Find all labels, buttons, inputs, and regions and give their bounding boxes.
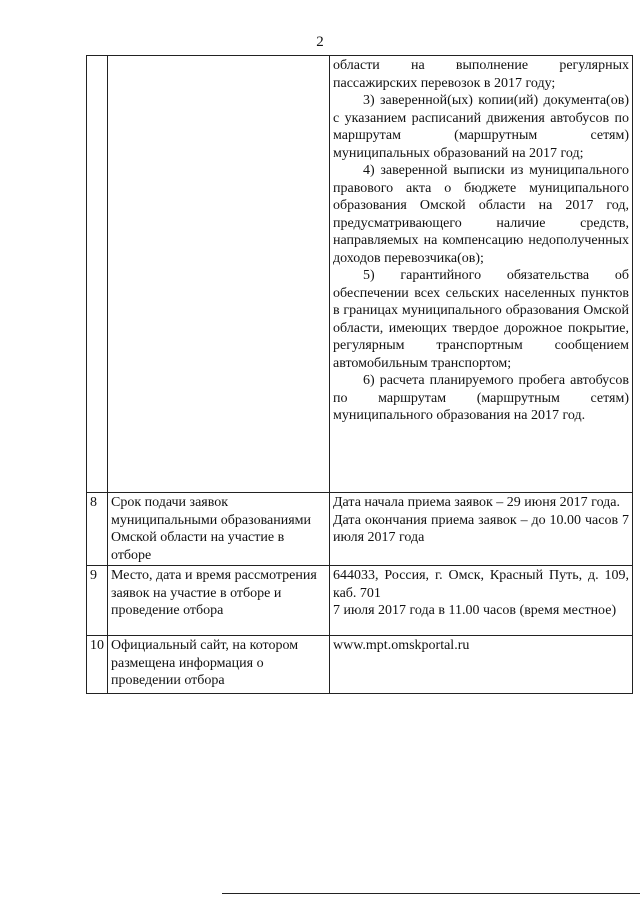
row-content-line: 644033, Россия, г. Омск, Красный Путь, д. 109, каб. 701 bbox=[333, 568, 629, 601]
row-content-cell bbox=[330, 56, 633, 493]
row-number-cell bbox=[87, 56, 108, 493]
row-number: 8 bbox=[87, 493, 108, 566]
continuation-paragraph: 3) заверенной(ых) копии(ий) документа(ов) с указанием расписаний движения автобусов по маршрутам (маршрутным сетям) муниципальных образований на 2017 год; bbox=[333, 93, 629, 161]
row-content-line: www.mpt.omskportal.ru bbox=[333, 638, 470, 653]
row-number: 9 bbox=[87, 566, 108, 636]
row-content-line: Дата окончания приема заявок – до 10.00 часов 7 июля 2017 года bbox=[333, 512, 629, 545]
row-content bbox=[330, 493, 633, 566]
table-row-continuation bbox=[87, 56, 633, 493]
document-table bbox=[86, 55, 633, 694]
table-row bbox=[87, 636, 633, 694]
table-row bbox=[87, 493, 633, 566]
row-label-cell bbox=[108, 56, 330, 493]
continuation-paragraph: 4) заверенной выписки из муниципального правового акта о бюджете муниципального образования Омской области на 2017 год, предусматривающего наличие средств, направляемых на компенсацию недополученных доходов перевозчика(ов); bbox=[333, 163, 629, 266]
row-label: Место, дата и время рассмотрения заявок на участие в отборе и проведение отбора bbox=[108, 566, 330, 636]
row-content bbox=[330, 636, 633, 694]
row-content-line: 7 июля 2017 года в 11.00 часов (время местное) bbox=[333, 603, 617, 618]
row-label: Срок подачи заявок муниципальными образованиями Омской области на участие в отборе bbox=[108, 493, 330, 566]
row-content bbox=[330, 566, 633, 636]
footer-divider bbox=[222, 893, 640, 894]
continuation-paragraph: 5) гарантийного обязательства об обеспечении всех сельских населенных пунктов в границах муниципального образования Омской области, имеющих твердое дорожное покрытие, регулярным транспортным сообщением автомобильным транспортом; bbox=[333, 268, 629, 371]
row-content-line: Дата начала приема заявок – 29 июня 2017 года. bbox=[333, 495, 621, 510]
continuation-paragraph: 6) расчета планируемого пробега автобусов по маршрутам (маршрутным сетям) муниципального образования на 2017 год. bbox=[333, 373, 629, 423]
table-row bbox=[87, 566, 633, 636]
row-number: 10 bbox=[87, 636, 108, 694]
row-label: Официальный сайт, на котором размещена информация о проведении отбора bbox=[108, 636, 330, 694]
page-number: 2 bbox=[316, 34, 324, 50]
continuation-paragraph: области на выполнение регулярных пассажирских перевозок в 2017 году; bbox=[333, 58, 629, 91]
